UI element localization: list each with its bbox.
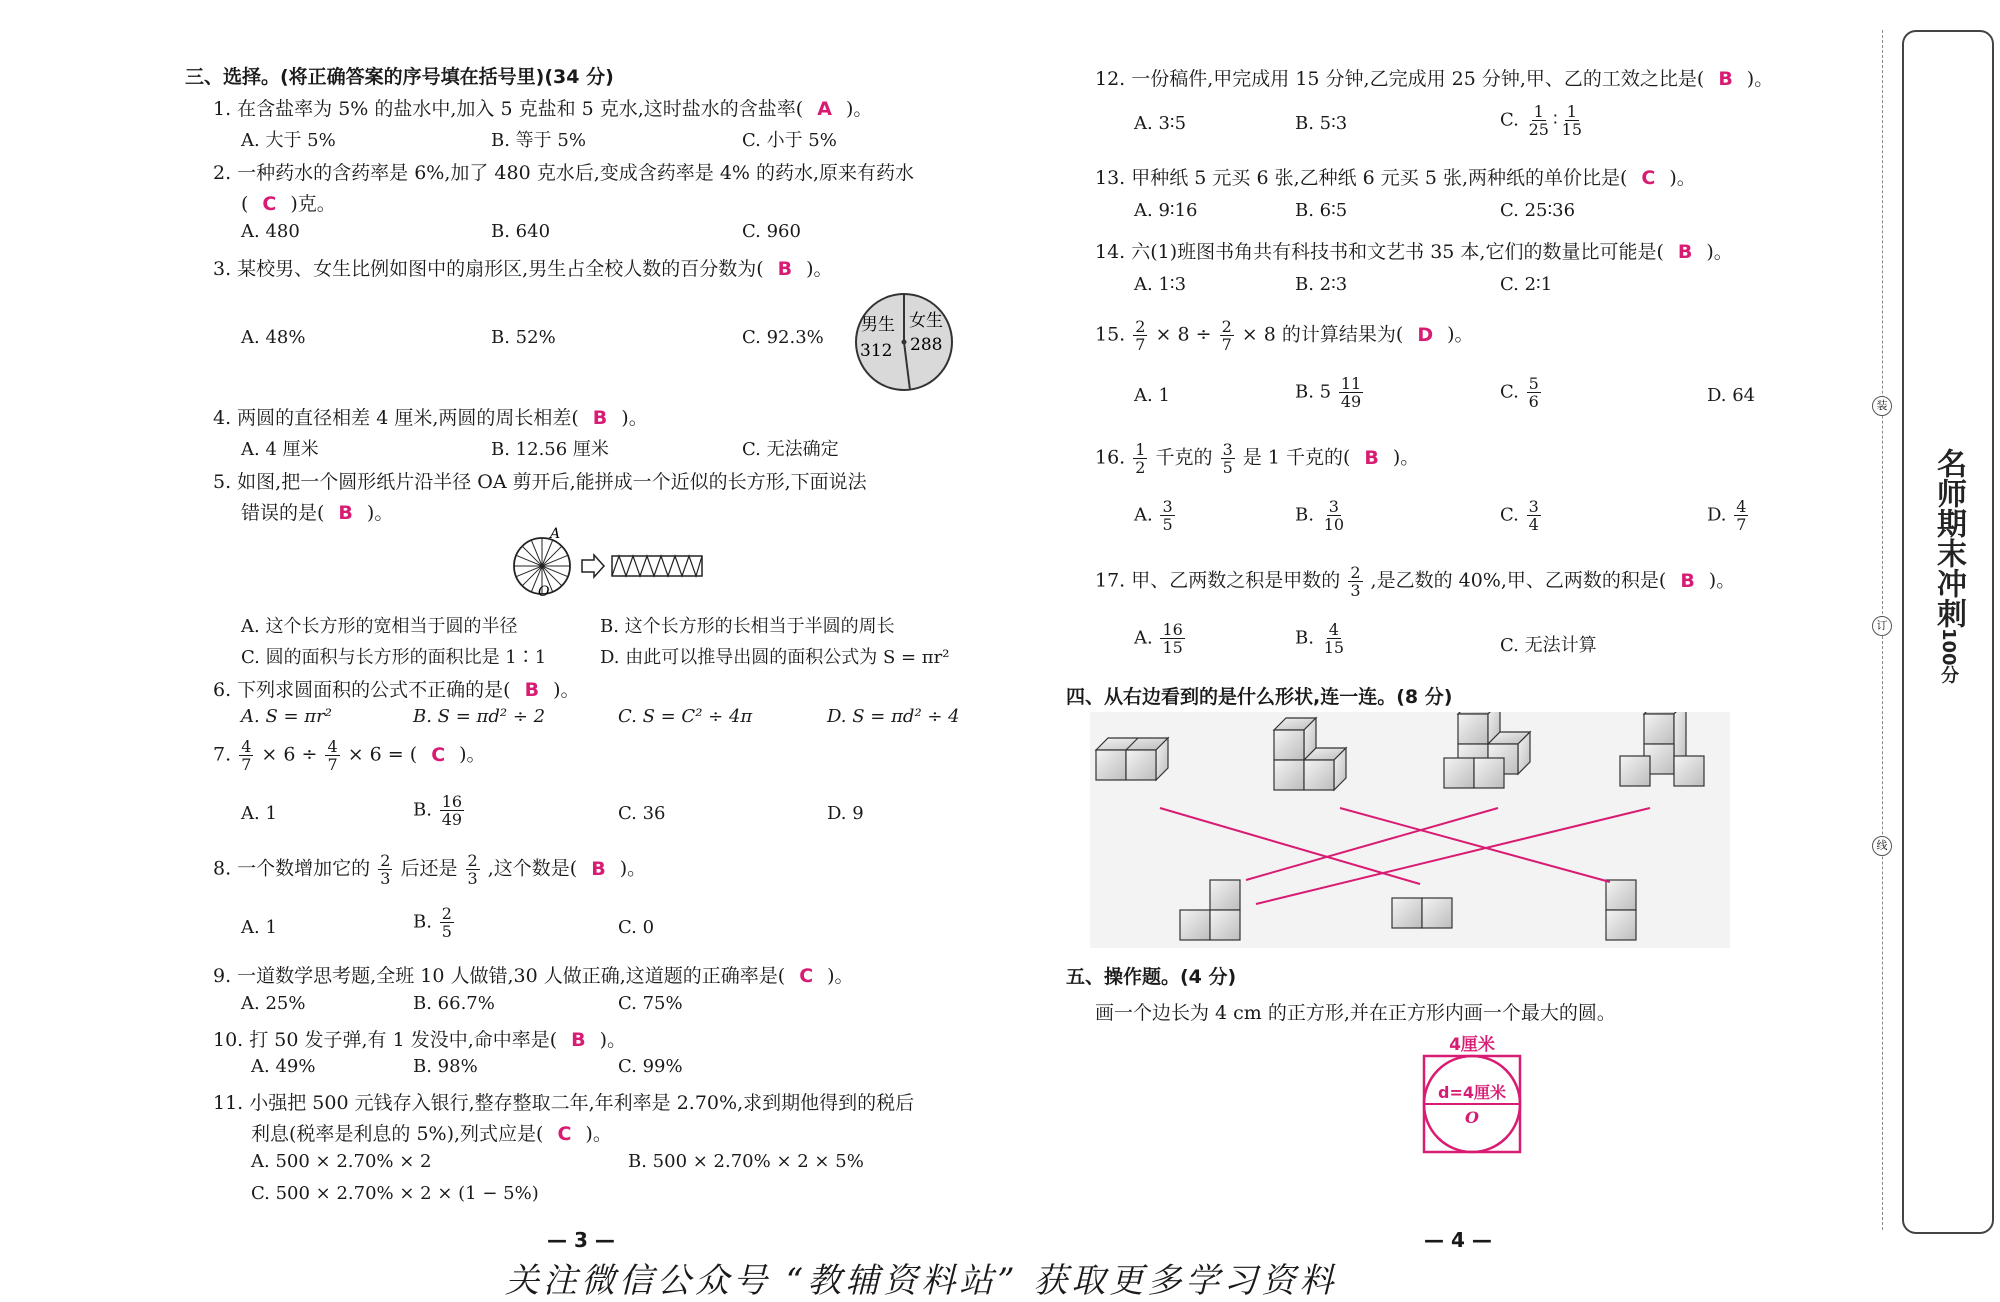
answer-14: B xyxy=(1677,241,1693,263)
rectangle-zigzag xyxy=(612,556,702,576)
question-9: 9. 一道数学思考题,全班 10 人做错,30 人做正确,这道题的正确率是( C )。 xyxy=(213,965,854,987)
question-11: 11. 小强把 500 元钱存入银行,整存整取二年,年利率是 2.70%,求到期他得到的税后 xyxy=(213,1092,915,1114)
q16-option-b: B. $\frac{3}{10}$ xyxy=(1295,497,1345,534)
section-4-title: 四、从右边看到的是什么形状,连一连。(8 分) xyxy=(1066,686,1453,708)
q9-option-c: C. 75% xyxy=(618,993,683,1014)
view-matching-figure xyxy=(1090,712,1730,948)
q3-option-a: A. 48% xyxy=(241,327,306,348)
q16-option-d: D. $\frac{4}{7}$ xyxy=(1707,497,1747,534)
brand-name: 名师 xyxy=(1931,448,1966,508)
solid-1 xyxy=(1096,738,1168,780)
q15-option-a: A. 1 xyxy=(1134,385,1170,406)
answer-17: B xyxy=(1680,569,1695,592)
q14-option-a: A. 1∶3 xyxy=(1134,274,1187,295)
question-2: 2. 一种药水的含药率是 6%,加了 480 克水后,变成含药率是 4% 的药水,原来有药水 xyxy=(213,162,915,184)
q11-option-c: C. 500 × 2.70% × 2 × (1 − 5%) xyxy=(251,1183,539,1204)
q10-option-a: A. 49% xyxy=(251,1056,316,1077)
fraction: $\frac{4}{7}$ xyxy=(327,737,338,774)
answer-13: C xyxy=(1641,167,1656,189)
q8-option-b: B. $\frac{2}{5}$ xyxy=(413,904,452,941)
question-12: 12. 一份稿件,甲完成用 15 分钟,乙完成用 25 分钟,甲、乙的工效之比是( B )。 xyxy=(1095,68,1774,90)
pie-male-value: 312 xyxy=(860,341,893,361)
q8-option-a: A. 1 xyxy=(241,917,277,938)
fraction: $\frac{4}{7}$ xyxy=(241,737,252,774)
q12-option-c: C. $\frac{1}{25}$ ∶ $\frac{1}{15}$ xyxy=(1500,102,1582,139)
fraction: $\frac{2}{3}$ xyxy=(467,851,478,888)
pie-male-label: 男生 xyxy=(861,315,895,335)
q9-option-b: B. 66.7% xyxy=(413,993,495,1014)
square-side-label: 4厘米 xyxy=(1449,1035,1495,1055)
answer-9: C xyxy=(799,965,814,987)
question-11-line2: 利息(税率是利息的 5%),列式应是( C )。 xyxy=(251,1123,612,1145)
question-8: 8. 一个数增加它的 $\frac{2}{3}$ 后还是 $\frac{2}{3}$ ,这个数是( B )。 xyxy=(213,851,647,888)
q3-option-c: C. 92.3% xyxy=(742,327,824,348)
label-o: O xyxy=(538,584,550,598)
q1-option-a: A. 大于 5% xyxy=(241,130,336,151)
q6-option-b: B. S = πd² ÷ 2 xyxy=(413,706,546,727)
q17-option-b: B. $\frac{4}{15}$ xyxy=(1295,620,1345,657)
q4-option-c: C. 无法确定 xyxy=(742,439,839,460)
circle-to-rectangle-figure xyxy=(510,526,706,598)
pie-female-value: 288 xyxy=(910,335,943,355)
answer-2: C xyxy=(262,193,277,215)
q12-option-a: A. 3∶5 xyxy=(1134,113,1187,134)
q15-option-c: C. $\frac{5}{6}$ xyxy=(1500,374,1539,411)
q14-option-c: C. 2∶1 xyxy=(1500,274,1553,295)
answer-1: A xyxy=(817,98,832,120)
view-3 xyxy=(1606,880,1636,940)
q16-option-c: C. $\frac{3}{4}$ xyxy=(1500,497,1539,534)
q15-option-b: B. 5 $\frac{11}{49}$ xyxy=(1295,374,1362,411)
answer-11: C xyxy=(557,1123,572,1145)
question-17: 17. 甲、乙两数之积是甲数的 $\frac{2}{3}$ ,是乙数的 40%,甲、乙两数的积是( B )。 xyxy=(1095,563,1736,600)
center-label: O xyxy=(1465,1108,1479,1127)
answer-10: B xyxy=(571,1029,586,1051)
footer-banner: 关注微信公众号 “教辅资料站” 获取更多学习资料 xyxy=(505,1261,1338,1301)
answer-6: B xyxy=(524,679,540,701)
section-5-task: 画一个边长为 4 cm 的正方形,并在正方形内画一个最大的圆。 xyxy=(1095,1002,1616,1024)
answer-12: B xyxy=(1718,68,1733,90)
q2-option-b: B. 640 xyxy=(491,221,551,242)
q9-option-a: A. 25% xyxy=(241,993,306,1014)
binding-mark-top: 装 xyxy=(1872,396,1892,416)
binding-mark-bot: 线 xyxy=(1872,836,1892,856)
page-number-3: — 3 — xyxy=(547,1228,615,1252)
pie-female-label: 女生 xyxy=(909,311,943,331)
question-5: 5. 如图,把一个圆形纸片沿半径 OA 剪开后,能拼成一个近似的长方形,下面说法 xyxy=(213,471,867,493)
book-suffix: 100分 xyxy=(1938,628,1959,684)
answer-5: B xyxy=(338,502,353,524)
view-2 xyxy=(1392,898,1452,928)
question-7: 7. $\frac{4}{7}$ × 6 ÷ $\frac{4}{7}$ × 6 = ( C )。 xyxy=(213,737,486,774)
q6-option-c: C. S = C² ÷ 4π xyxy=(618,706,753,727)
q14-option-b: B. 2∶3 xyxy=(1295,274,1348,295)
answer-15: D xyxy=(1417,323,1434,346)
q2-option-a: A. 480 xyxy=(241,221,300,242)
q13-option-a: A. 9∶16 xyxy=(1134,200,1198,221)
q12-option-b: B. 5∶3 xyxy=(1295,113,1348,134)
q4-option-a: A. 4 厘米 xyxy=(241,439,319,460)
answer-7: C xyxy=(431,743,446,766)
question-2-line2: ( C )克。 xyxy=(241,193,336,215)
question-4: 4. 两圆的直径相差 4 厘米,两圆的周长相差( B )。 xyxy=(213,407,648,429)
q6-option-d: D. S = πd² ÷ 4 xyxy=(827,706,960,727)
answer-8: B xyxy=(591,857,606,880)
fraction: $\frac{2}{3}$ xyxy=(380,851,391,888)
q3-option-b: B. 52% xyxy=(491,327,556,348)
q17-option-c: C. 无法计算 xyxy=(1500,635,1597,656)
question-3: 3. 某校男、女生比例如图中的扇形区,男生占全校人数的百分数为( B )。 xyxy=(213,258,833,280)
label-a: A xyxy=(550,526,561,542)
pie-center xyxy=(902,340,907,345)
answer-3: B xyxy=(777,258,793,280)
q7-option-d: D. 9 xyxy=(827,803,864,824)
q4-option-b: B. 12.56 厘米 xyxy=(491,439,609,460)
question-5-line2: 错误的是( B )。 xyxy=(241,502,394,524)
section-5-title: 五、操作题。(4 分) xyxy=(1066,966,1237,988)
q16-option-a: A. $\frac{3}{5}$ xyxy=(1134,497,1173,534)
q8-option-c: C. 0 xyxy=(618,917,655,938)
q5-option-c: C. 圆的面积与长方形的面积比是 1∶1 xyxy=(241,647,547,668)
q6-option-a: A. S = πr² xyxy=(241,706,332,727)
question-1: 1. 在含盐率为 5% 的盐水中,加入 5 克盐和 5 克水,这时盐水的含盐率( A )。 xyxy=(213,98,873,120)
q11-option-a: A. 500 × 2.70% × 2 xyxy=(251,1151,432,1172)
question-16: 16. $\frac{1}{2}$ 千克的 $\frac{3}{5}$ 是 1 千克的( B )。 xyxy=(1095,440,1420,477)
q2-option-c: C. 960 xyxy=(742,221,801,242)
binding-mark-mid: 订 xyxy=(1872,616,1892,636)
q1-option-c: C. 小于 5% xyxy=(742,130,837,151)
q7-option-a: A. 1 xyxy=(241,803,277,824)
square-circle-drawing xyxy=(1418,1032,1526,1156)
question-6: 6. 下列求圆面积的公式不正确的是( B )。 xyxy=(213,679,580,701)
sidebar-title xyxy=(1931,448,1970,684)
q7-option-b: B. $\frac{16}{49}$ xyxy=(413,792,463,829)
question-15: 15. $\frac{2}{7}$ × 8 ÷ $\frac{2}{7}$ × 8 的计算结果为( D )。 xyxy=(1095,317,1474,354)
q10-option-c: C. 99% xyxy=(618,1056,683,1077)
arrow-right-icon xyxy=(582,555,604,577)
question-10: 10. 打 50 发子弹,有 1 发没中,命中率是( B )。 xyxy=(213,1029,627,1051)
q15-option-d: D. 64 xyxy=(1707,385,1756,406)
q11-option-b: B. 500 × 2.70% × 2 × 5% xyxy=(628,1151,864,1172)
question-13: 13. 甲种纸 5 元买 6 张,乙种纸 6 元买 5 张,两种纸的单价比是( C )。 xyxy=(1095,167,1696,189)
q17-option-a: A. $\frac{16}{15}$ xyxy=(1134,620,1183,657)
answer-16: B xyxy=(1364,446,1379,469)
q5-option-b: B. 这个长方形的长相当于半圆的周长 xyxy=(600,616,895,637)
q5-option-a: A. 这个长方形的宽相当于圆的半径 xyxy=(241,616,518,637)
page-number-4: — 4 — xyxy=(1424,1228,1492,1252)
book-title: 期末冲刺 xyxy=(1931,508,1966,628)
q5-option-d: D. 由此可以推导出圆的面积公式为 S = πr² xyxy=(600,647,950,668)
q10-option-b: B. 98% xyxy=(413,1056,478,1077)
q13-option-c: C. 25∶36 xyxy=(1500,200,1576,221)
diameter-label: d=4厘米 xyxy=(1438,1083,1506,1102)
q1-option-b: B. 等于 5% xyxy=(491,130,586,151)
question-14: 14. 六(1)班图书角共有科技书和文艺书 35 本,它们的数量比可能是( B )。 xyxy=(1095,241,1733,263)
gender-pie-chart xyxy=(852,290,958,394)
q13-option-b: B. 6∶5 xyxy=(1295,200,1348,221)
answer-4: B xyxy=(592,407,608,429)
q7-option-c: C. 36 xyxy=(618,803,666,824)
section-3-title: 三、选择。(将正确答案的序号填在括号里)(34 分) xyxy=(185,66,614,88)
